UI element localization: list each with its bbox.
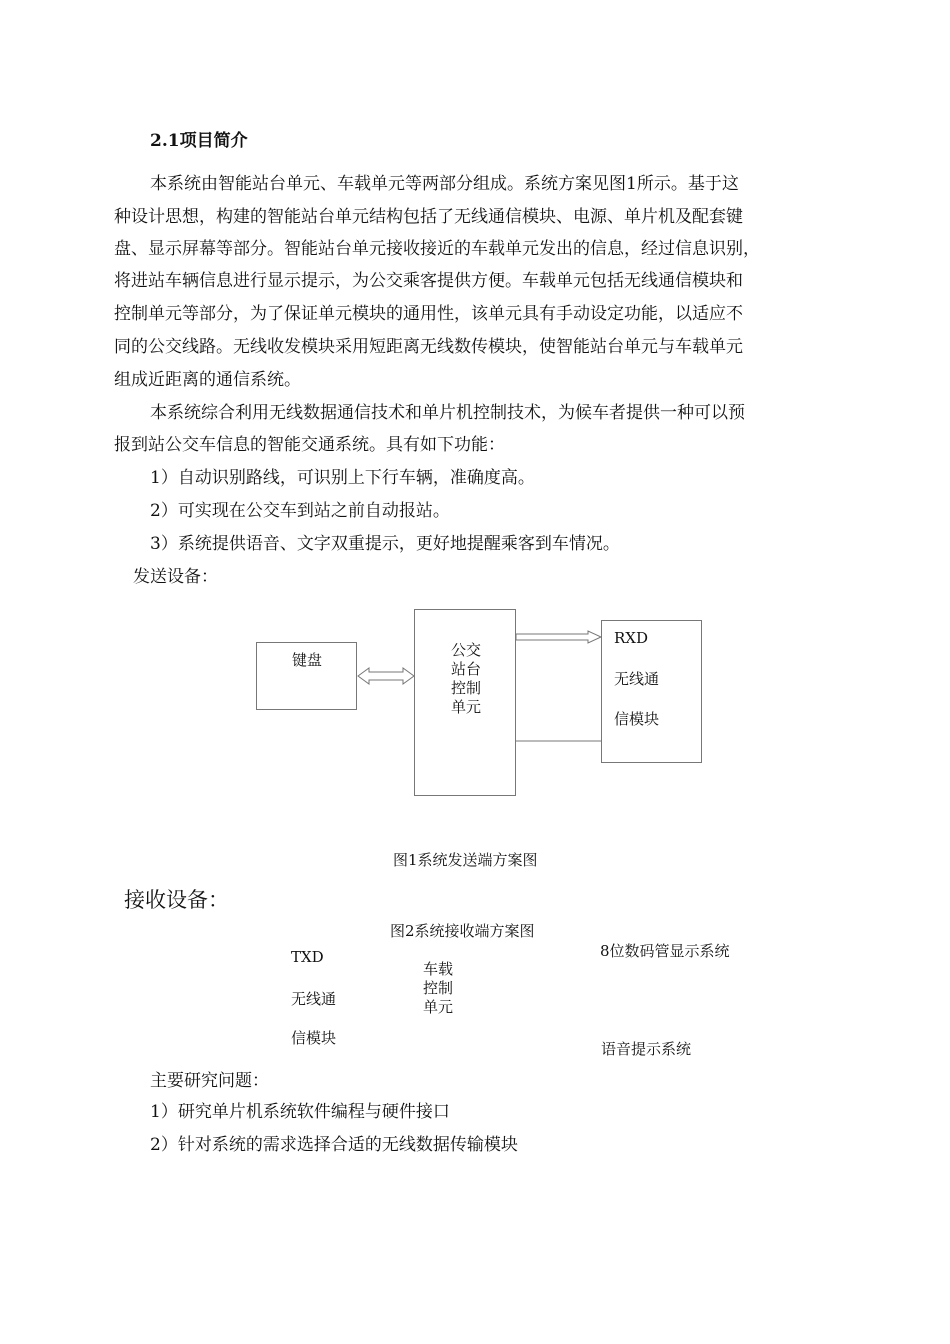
module-line: 信模块 — [614, 710, 660, 728]
paragraph-line: 盘、显示屏幕等部分。智能站台单元接收接近的车载单元发出的信息，经过信息识别， — [114, 239, 760, 259]
controller-line: 单元 — [423, 998, 454, 1016]
keyboard-label: 键盘 — [292, 651, 323, 669]
controller-line: 车载 — [423, 960, 454, 978]
receive-device-label: 接收设备： — [124, 888, 229, 912]
controller-line: 站台 — [451, 660, 482, 678]
bidirectional-arrow — [358, 668, 414, 684]
send-device-label: 发送设备： — [133, 567, 218, 587]
voice-system-label: 语音提示系统 — [601, 1040, 692, 1058]
controller-line: 控制 — [451, 679, 482, 697]
rxd-title: RXD — [614, 629, 648, 647]
paragraph-line: 控制单元等部分，为了保证单元模块的通用性，该单元具有手动设定功能，以适应不 — [114, 304, 743, 324]
controller-line: 公交 — [451, 641, 482, 659]
research-title: 主要研究问题： — [150, 1071, 269, 1091]
list-item: 1）研究单片机系统软件编程与硬件接口 — [150, 1102, 450, 1122]
module-line: 无线通 — [291, 990, 337, 1008]
txd-title: TXD — [291, 948, 324, 966]
right-arrow — [516, 631, 601, 643]
paragraph-line: 同的公交线路。无线收发模块采用短距离无线数传模块，使智能站台单元与车载单元 — [114, 337, 743, 357]
paragraph-line: 本系统综合利用无线数据通信技术和单片机控制技术，为候车者提供一种可以预 — [150, 403, 745, 423]
figure-2-caption: 图2系统接收端方案图 — [390, 922, 535, 940]
controller-line: 控制 — [423, 979, 454, 997]
list-item: 3）系统提供语音、文字双重提示，更好地提醒乘客到车情况。 — [150, 534, 620, 554]
paragraph-line: 种设计思想，构建的智能站台单元结构包括了无线通信模块、电源、单片机及配套键 — [114, 207, 743, 227]
list-item: 1）自动识别路线，可识别上下行车辆，准确度高。 — [150, 468, 535, 488]
paragraph-line: 将进站车辆信息进行显示提示，为公交乘客提供方便。车载单元包括无线通信模块和 — [114, 271, 743, 291]
vehicle-controller-label — [423, 960, 453, 1017]
list-item: 2）可实现在公交车到站之前自动报站。 — [150, 501, 450, 521]
section-heading: 2.1项目简介 — [150, 131, 248, 151]
figure-1-caption: 图1系统发送端方案图 — [393, 851, 538, 869]
module-line: 信模块 — [291, 1029, 337, 1047]
module-line: 无线通 — [614, 670, 660, 688]
display-system-label: 8位数码管显示系统 — [600, 942, 730, 960]
list-item: 2）针对系统的需求选择合适的无线数据传输模块 — [150, 1135, 518, 1155]
paragraph-line: 本系统由智能站台单元、车载单元等两部分组成。系统方案见图1所示。基于这 — [150, 174, 739, 194]
paragraph-line: 组成近距离的通信系统。 — [114, 370, 301, 390]
paragraph-line: 报到站公交车信息的智能交通系统。具有如下功能： — [114, 435, 505, 455]
controller-line: 单元 — [451, 698, 482, 716]
